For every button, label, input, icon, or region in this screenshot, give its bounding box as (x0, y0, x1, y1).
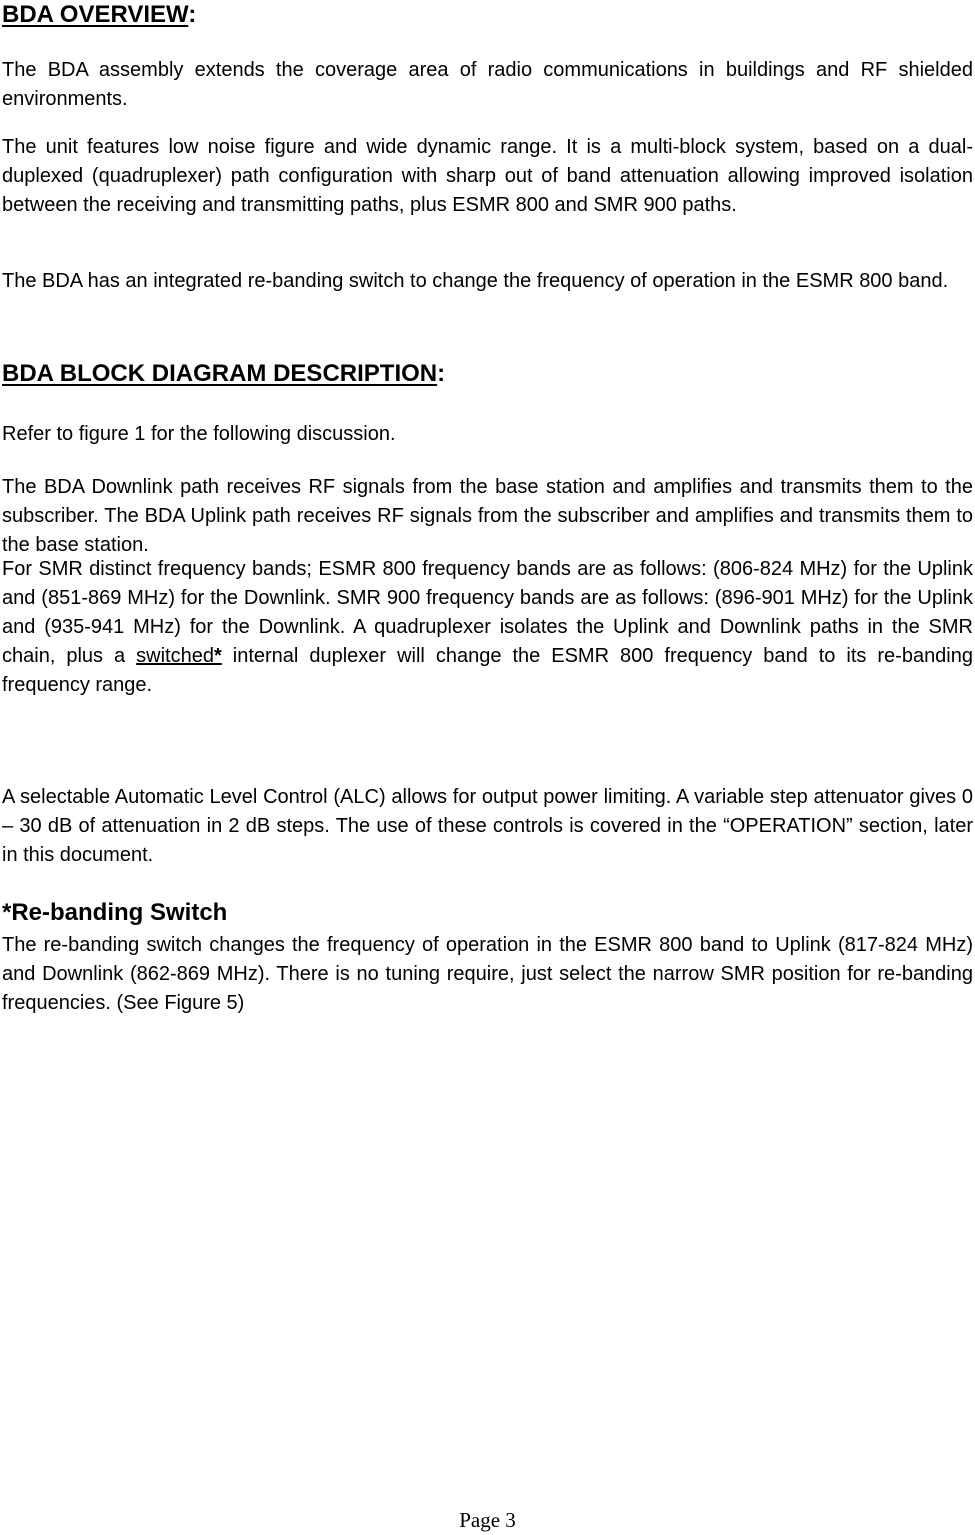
overview-paragraph-3: The BDA has an integrated re-banding switch to change the frequency of operation in the ESMR 800 band. (2, 270, 949, 292)
rebanding-heading: *Re-banding Switch (2, 899, 228, 926)
page-number: Page 3 (459, 1508, 516, 1532)
block-diagram-paragraph-4: A selectable Automatic Level Control (ALC) allows for output power limiting. A variable step attenuator gives 0 – 30 dB of attenuation in 2 dB steps. The use of these controls is covered in the “OPERATION” section, later in this document. (2, 786, 973, 866)
block-diagram-paragraph-2: The BDA Downlink path receives RF signals from the base station and amplifies and transmits them to the subscriber. The BDA Uplink path receives RF signals from the subscriber and amplifies and transmits them to the base station. (2, 476, 973, 556)
frequency-bands-text: For SMR distinct frequency bands; ESMR 800 frequency bands are as follows: (806-824 MHz) for the Uplink and (851-869 MHz) for the Downlink. SMR 900 frequency bands are as follows: (896-901 MHz) for the Uplink and (935-941 MHz) for the Downlink. A quadruplexer isolates the Uplink and Downlink paths in the SMR chain, plus a (2, 558, 973, 667)
switched-link-text: switched (136, 645, 214, 667)
switched-asterisk: * (213, 645, 222, 667)
block-diagram-paragraph-1: Refer to figure 1 for the following discussion. (2, 423, 396, 445)
block-diagram-heading (2, 361, 445, 387)
overview-paragraph-2: The unit features low noise figure and wide dynamic range. It is a multi-block system, based on a dual-duplexed (quadruplexer) path configuration with sharp out of band attenuation allowing improved isolation between the receiving and transmitting paths, plus ESMR 800 and SMR 900 paths. (2, 136, 973, 216)
block-diagram-heading-colon: : (437, 360, 446, 387)
duplexer-text: internal duplexer will change the ESMR 800 frequency band to its re-banding frequency range. (2, 645, 973, 696)
overview-heading-colon: : (188, 1, 197, 28)
overview-heading-text: BDA OVERVIEW (2, 1, 189, 28)
overview-paragraph-1: The BDA assembly extends the coverage area of radio communications in buildings and RF shielded environments. (2, 59, 973, 110)
block-diagram-heading-text: BDA BLOCK DIAGRAM DESCRIPTION (2, 360, 438, 387)
block-diagram-paragraph-3 (2, 555, 973, 700)
rebanding-paragraph: The re-banding switch changes the frequency of operation in the ESMR 800 band to Uplink (817-824 MHz) and Downlink (862-869 MHz). There is no tuning require, just select the narrow SMR position for re-banding frequencies. (See Figure 5) (2, 934, 973, 1014)
overview-heading (2, 2, 196, 28)
